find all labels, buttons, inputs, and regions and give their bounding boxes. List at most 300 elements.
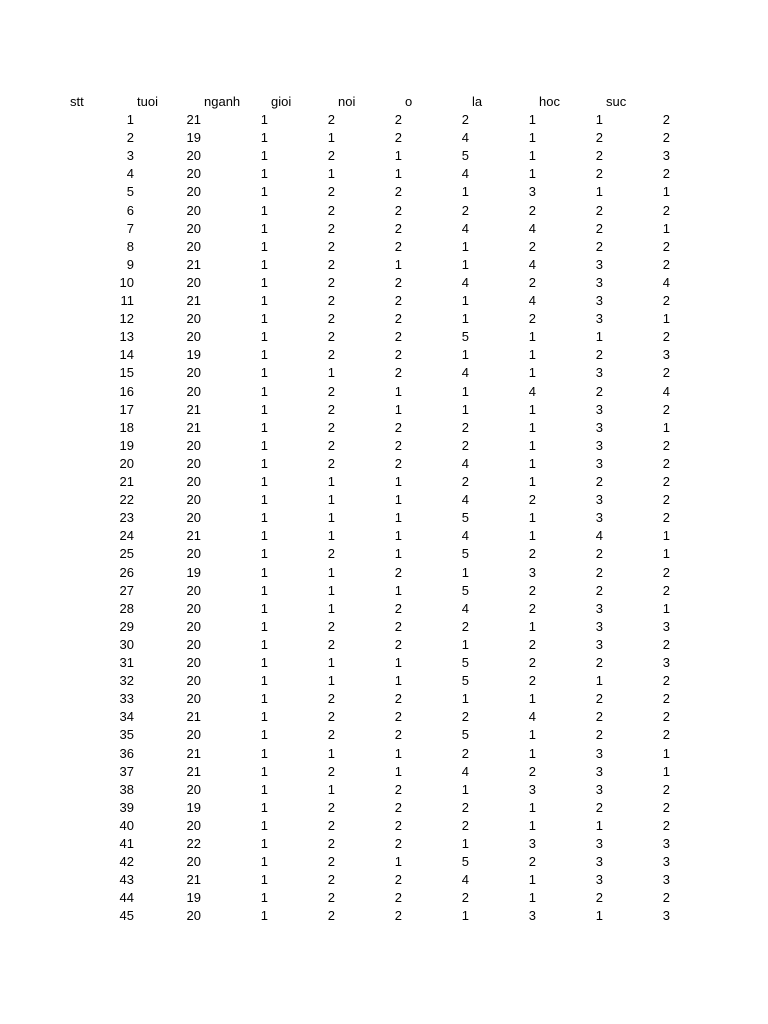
table-cell-gioi: 2 [327,854,335,870]
table-cell-gioi: 1 [327,528,335,544]
table-cell-tuoi: 20 [186,474,201,489]
table-row [0,401,768,419]
table-cell-hoc: 1 [595,112,603,127]
table-cell-la: 1 [528,130,536,146]
table-cell-noi: 2 [394,781,402,797]
table-cell-gioi: 2 [327,836,335,851]
table-cell-tuoi: 19 [186,347,201,363]
table-cell-la: 3 [528,908,536,924]
table-cell-o: 2 [461,437,469,453]
table-row [0,437,768,455]
column-header-suc: suc [606,94,627,109]
table-cell-noi: 2 [394,130,402,146]
table-cell-la: 1 [528,437,536,453]
column-header-stt: stt [70,94,84,109]
table-cell-hoc: 1 [595,184,603,200]
table-cell-noi: 1 [394,401,402,417]
table-row [0,147,768,165]
table-cell-stt: 12 [119,311,134,327]
table-cell-tuoi: 20 [186,727,201,743]
table-cell-gioi: 2 [327,872,335,888]
table-row [0,654,768,672]
table-cell-nganh: 1 [260,600,268,616]
table-cell-hoc: 2 [595,347,603,363]
table-row [0,817,768,835]
table-cell-tuoi: 21 [186,709,201,725]
table-cell-noi: 2 [394,691,402,707]
table-row [0,129,768,147]
table-row [0,111,768,129]
table-cell-o: 1 [461,836,469,851]
table-cell-stt: 22 [119,492,134,508]
table-cell-hoc: 2 [595,202,603,218]
column-header-nganh: nganh [204,94,241,109]
table-cell-noi: 1 [394,854,402,870]
table-cell-suc: 2 [662,781,670,797]
table-cell-hoc: 1 [595,908,603,924]
table-cell-la: 2 [528,673,536,689]
table-cell-stt: 16 [119,383,134,399]
table-cell-o: 4 [461,220,469,236]
table-cell-o: 4 [461,872,469,888]
table-cell-suc: 3 [662,148,670,164]
table-cell-stt: 5 [126,184,134,200]
table-cell-tuoi: 20 [186,546,201,562]
table-cell-o: 5 [461,510,469,526]
table-cell-la: 1 [528,691,536,707]
table-row [0,455,768,473]
table-cell-nganh: 1 [260,455,268,471]
table-row [0,346,768,364]
column-header-hoc: hoc [539,94,560,109]
table-cell-nganh: 1 [260,510,268,526]
table-cell-nganh: 1 [260,365,268,381]
table-cell-hoc: 2 [595,890,603,906]
table-row [0,292,768,310]
table-cell-hoc: 3 [595,455,603,471]
table-cell-gioi: 2 [327,202,335,218]
table-cell-tuoi: 20 [186,600,201,616]
table-cell-noi: 2 [394,455,402,471]
table-row [0,582,768,600]
table-cell-stt: 35 [119,727,134,743]
table-cell-tuoi: 19 [186,564,201,580]
table-cell-suc: 1 [662,311,670,327]
table-cell-tuoi: 20 [186,636,201,652]
table-cell-hoc: 2 [595,655,603,670]
table-cell-stt: 36 [119,745,134,761]
table-cell-noi: 2 [394,419,402,435]
table-cell-gioi: 2 [327,763,335,779]
table-cell-stt: 9 [126,256,134,272]
table-cell-suc: 3 [662,347,670,363]
table-cell-gioi: 1 [327,781,335,797]
table-cell-o: 2 [461,709,469,725]
table-cell-la: 2 [528,582,536,598]
table-cell-suc: 2 [662,365,670,381]
table-cell-stt: 33 [119,691,134,707]
table-row [0,473,768,491]
table-cell-noi: 2 [394,329,402,345]
table-cell-la: 4 [528,220,536,236]
table-cell-stt: 10 [119,274,134,290]
table-cell-noi: 2 [394,636,402,652]
table-cell-tuoi: 21 [186,401,201,417]
table-cell-suc: 2 [662,256,670,272]
table-cell-gioi: 1 [327,745,335,761]
table-cell-nganh: 1 [260,347,268,363]
table-cell-gioi: 2 [327,401,335,417]
table-cell-nganh: 1 [260,817,268,833]
table-cell-la: 1 [528,817,536,833]
table-cell-nganh: 1 [260,727,268,743]
table-cell-o: 5 [461,329,469,345]
table-cell-nganh: 1 [260,184,268,200]
table-cell-la: 1 [528,166,536,182]
table-cell-suc: 2 [662,492,670,508]
table-row [0,238,768,256]
table-cell-suc: 3 [662,618,670,634]
table-cell-la: 1 [528,148,536,164]
table-cell-hoc: 3 [595,618,603,634]
table-cell-suc: 3 [662,655,670,670]
table-cell-suc: 2 [662,709,670,725]
table-cell-stt: 2 [126,130,134,146]
table-cell-la: 1 [528,618,536,634]
table-cell-gioi: 2 [327,546,335,562]
table-cell-suc: 2 [662,293,670,308]
table-cell-gioi: 2 [327,383,335,399]
table-cell-noi: 2 [394,365,402,381]
table-row [0,781,768,799]
table-cell-noi: 2 [394,600,402,616]
table-cell-hoc: 2 [595,474,603,489]
table-cell-tuoi: 22 [186,836,201,851]
table-cell-gioi: 1 [327,510,335,526]
table-cell-nganh: 1 [260,274,268,290]
table-cell-gioi: 2 [327,256,335,272]
table-cell-la: 1 [528,890,536,906]
table-cell-suc: 3 [662,908,670,924]
table-cell-o: 1 [461,293,469,308]
table-cell-suc: 1 [662,546,670,562]
table-cell-hoc: 2 [595,546,603,562]
table-cell-stt: 4 [126,166,134,182]
table-cell-stt: 39 [119,799,134,815]
table-cell-o: 1 [461,256,469,272]
table-cell-tuoi: 20 [186,781,201,797]
table-cell-o: 4 [461,528,469,544]
table-cell-la: 2 [528,311,536,327]
table-cell-tuoi: 20 [186,492,201,508]
table-cell-nganh: 1 [260,311,268,327]
table-cell-hoc: 1 [595,673,603,689]
table-cell-nganh: 1 [260,890,268,906]
table-cell-hoc: 2 [595,166,603,182]
table-cell-nganh: 1 [260,148,268,164]
table-cell-nganh: 1 [260,419,268,435]
table-cell-la: 1 [528,329,536,345]
table-cell-hoc: 3 [595,437,603,453]
table-cell-gioi: 1 [327,600,335,616]
table-cell-stt: 34 [119,709,134,725]
table-row [0,545,768,563]
table-cell-suc: 3 [662,854,670,870]
table-cell-o: 4 [461,274,469,290]
table-cell-nganh: 1 [260,528,268,544]
table-row [0,202,768,220]
table-cell-o: 2 [461,890,469,906]
table-cell-nganh: 1 [260,238,268,254]
table-cell-hoc: 3 [595,311,603,327]
table-cell-gioi: 2 [327,908,335,924]
table-cell-tuoi: 20 [186,908,201,924]
table-cell-suc: 3 [662,836,670,851]
table-cell-stt: 27 [119,582,134,598]
table-cell-hoc: 2 [595,691,603,707]
table-cell-la: 3 [528,184,536,200]
table-row [0,835,768,853]
table-cell-hoc: 1 [595,329,603,345]
table-cell-la: 2 [528,854,536,870]
table-cell-la: 1 [528,347,536,363]
table-cell-noi: 2 [394,311,402,327]
table-cell-stt: 6 [126,202,134,218]
table-cell-tuoi: 20 [186,817,201,833]
table-cell-la: 1 [528,474,536,489]
table-cell-o: 1 [461,401,469,417]
table-cell-noi: 2 [394,709,402,725]
table-cell-nganh: 1 [260,854,268,870]
table-cell-nganh: 1 [260,293,268,308]
table-cell-o: 1 [461,908,469,924]
table-cell-la: 2 [528,202,536,218]
table-cell-gioi: 1 [327,166,335,182]
table-cell-gioi: 2 [327,437,335,453]
table-cell-stt: 29 [119,618,134,634]
table-cell-hoc: 2 [595,582,603,598]
table-cell-nganh: 1 [260,256,268,272]
table-cell-la: 1 [528,727,536,743]
table-cell-gioi: 1 [327,130,335,146]
table-cell-stt: 42 [119,854,134,870]
table-cell-tuoi: 20 [186,673,201,689]
table-cell-noi: 2 [394,238,402,254]
table-cell-noi: 1 [394,474,402,489]
table-cell-hoc: 3 [595,854,603,870]
table-row [0,799,768,817]
table-cell-tuoi: 20 [186,510,201,526]
table-cell-noi: 2 [394,817,402,833]
table-cell-la: 2 [528,274,536,290]
table-cell-stt: 13 [119,329,134,345]
table-cell-o: 1 [461,691,469,707]
table-row [0,165,768,183]
table-cell-nganh: 1 [260,618,268,634]
table-cell-noi: 2 [394,184,402,200]
table-cell-tuoi: 19 [186,890,201,906]
table-cell-gioi: 2 [327,238,335,254]
table-cell-gioi: 2 [327,419,335,435]
column-header-o: o [405,94,413,109]
table-cell-stt: 43 [119,872,134,888]
table-cell-hoc: 3 [595,365,603,381]
table-cell-suc: 2 [662,890,670,906]
table-cell-tuoi: 21 [186,112,201,127]
table-cell-o: 5 [461,727,469,743]
table-cell-la: 2 [528,238,536,254]
table-cell-la: 1 [528,419,536,435]
table-cell-tuoi: 20 [186,184,201,200]
table-row [0,256,768,274]
table-cell-tuoi: 20 [186,854,201,870]
table-cell-noi: 1 [394,582,402,598]
table-cell-hoc: 2 [595,383,603,399]
table-cell-o: 2 [461,202,469,218]
table-cell-stt: 26 [119,564,134,580]
table-cell-la: 1 [528,112,536,127]
table-cell-nganh: 1 [260,130,268,146]
table-cell-tuoi: 21 [186,256,201,272]
table-cell-suc: 2 [662,691,670,707]
table-cell-suc: 1 [662,184,670,200]
table-cell-suc: 2 [662,636,670,652]
table-cell-suc: 2 [662,474,670,489]
table-cell-hoc: 1 [595,817,603,833]
table-cell-stt: 45 [119,908,134,924]
table-cell-tuoi: 21 [186,528,201,544]
table-cell-la: 1 [528,799,536,815]
table-cell-gioi: 2 [327,618,335,634]
column-header-gioi: gioi [271,94,292,109]
table-cell-gioi: 2 [327,727,335,743]
table-cell-tuoi: 21 [186,293,201,308]
table-cell-o: 2 [461,799,469,815]
table-cell-hoc: 3 [595,256,603,272]
table-cell-hoc: 3 [595,763,603,779]
table-cell-tuoi: 20 [186,238,201,254]
table-cell-suc: 1 [662,600,670,616]
table-cell-hoc: 3 [595,636,603,652]
table-cell-stt: 32 [119,673,134,689]
table-cell-suc: 2 [662,166,670,182]
table-cell-o: 5 [461,655,469,670]
table-cell-tuoi: 20 [186,220,201,236]
table-cell-nganh: 1 [260,437,268,453]
table-row [0,564,768,582]
table-cell-o: 2 [461,419,469,435]
table-cell-suc: 1 [662,528,670,544]
table-cell-o: 2 [461,618,469,634]
table-cell-suc: 2 [662,437,670,453]
table-cell-o: 4 [461,365,469,381]
table-cell-nganh: 1 [260,112,268,127]
table-cell-tuoi: 20 [186,148,201,164]
table-cell-stt: 25 [119,546,134,562]
table-cell-tuoi: 20 [186,166,201,182]
table-cell-stt: 11 [120,293,134,308]
column-header-tuoi: tuoi [137,94,158,109]
table-cell-hoc: 2 [595,799,603,815]
table-cell-o: 1 [461,383,469,399]
table-cell-noi: 1 [394,528,402,544]
table-row [0,690,768,708]
table-cell-o: 5 [461,546,469,562]
table-cell-o: 5 [461,854,469,870]
table-cell-stt: 31 [119,655,134,670]
table-cell-gioi: 2 [327,329,335,345]
table-cell-suc: 2 [662,401,670,417]
table-cell-suc: 4 [662,383,670,399]
table-cell-suc: 2 [662,673,670,689]
table-cell-gioi: 1 [327,365,335,381]
table-cell-noi: 1 [394,492,402,508]
table-cell-noi: 2 [394,727,402,743]
table-row [0,274,768,292]
table-cell-tuoi: 20 [186,455,201,471]
table-cell-stt: 1 [126,112,134,127]
table-cell-stt: 19 [119,437,134,453]
table-cell-noi: 1 [394,745,402,761]
table-cell-hoc: 2 [595,564,603,580]
table-cell-noi: 2 [394,564,402,580]
table-cell-nganh: 1 [260,636,268,652]
table-cell-gioi: 2 [327,799,335,815]
table-cell-nganh: 1 [260,329,268,345]
table-cell-stt: 38 [119,781,134,797]
table-cell-noi: 1 [394,148,402,164]
table-cell-tuoi: 21 [186,745,201,761]
table-cell-la: 4 [528,293,536,308]
table-cell-gioi: 2 [327,293,335,308]
table-cell-suc: 2 [662,455,670,471]
table-cell-hoc: 2 [595,727,603,743]
table-cell-o: 4 [461,600,469,616]
table-cell-la: 2 [528,546,536,562]
table-cell-noi: 2 [394,890,402,906]
table-cell-hoc: 2 [595,130,603,146]
table-cell-gioi: 2 [327,691,335,707]
table-cell-suc: 1 [662,763,670,779]
table-cell-noi: 1 [394,763,402,779]
table-cell-noi: 1 [394,546,402,562]
table-cell-la: 1 [528,365,536,381]
table-cell-la: 3 [528,836,536,851]
table-cell-hoc: 3 [595,510,603,526]
table-cell-hoc: 2 [595,148,603,164]
table-cell-o: 2 [461,474,469,489]
table-cell-o: 1 [461,564,469,580]
table-cell-gioi: 1 [327,474,335,489]
table-cell-stt: 28 [119,600,134,616]
table-row [0,419,768,437]
table-cell-o: 5 [461,148,469,164]
table-cell-o: 2 [461,112,469,127]
table-cell-la: 1 [528,528,536,544]
table-cell-gioi: 2 [327,636,335,652]
table-cell-nganh: 1 [260,582,268,598]
table-cell-noi: 1 [394,510,402,526]
table-cell-nganh: 1 [260,691,268,707]
table-cell-suc: 1 [662,419,670,435]
table-cell-noi: 1 [394,256,402,272]
table-cell-tuoi: 19 [186,799,201,815]
table-cell-o: 4 [461,763,469,779]
table-cell-stt: 24 [119,528,134,544]
table-cell-o: 4 [461,166,469,182]
table-cell-nganh: 1 [260,401,268,417]
table-row [0,310,768,328]
